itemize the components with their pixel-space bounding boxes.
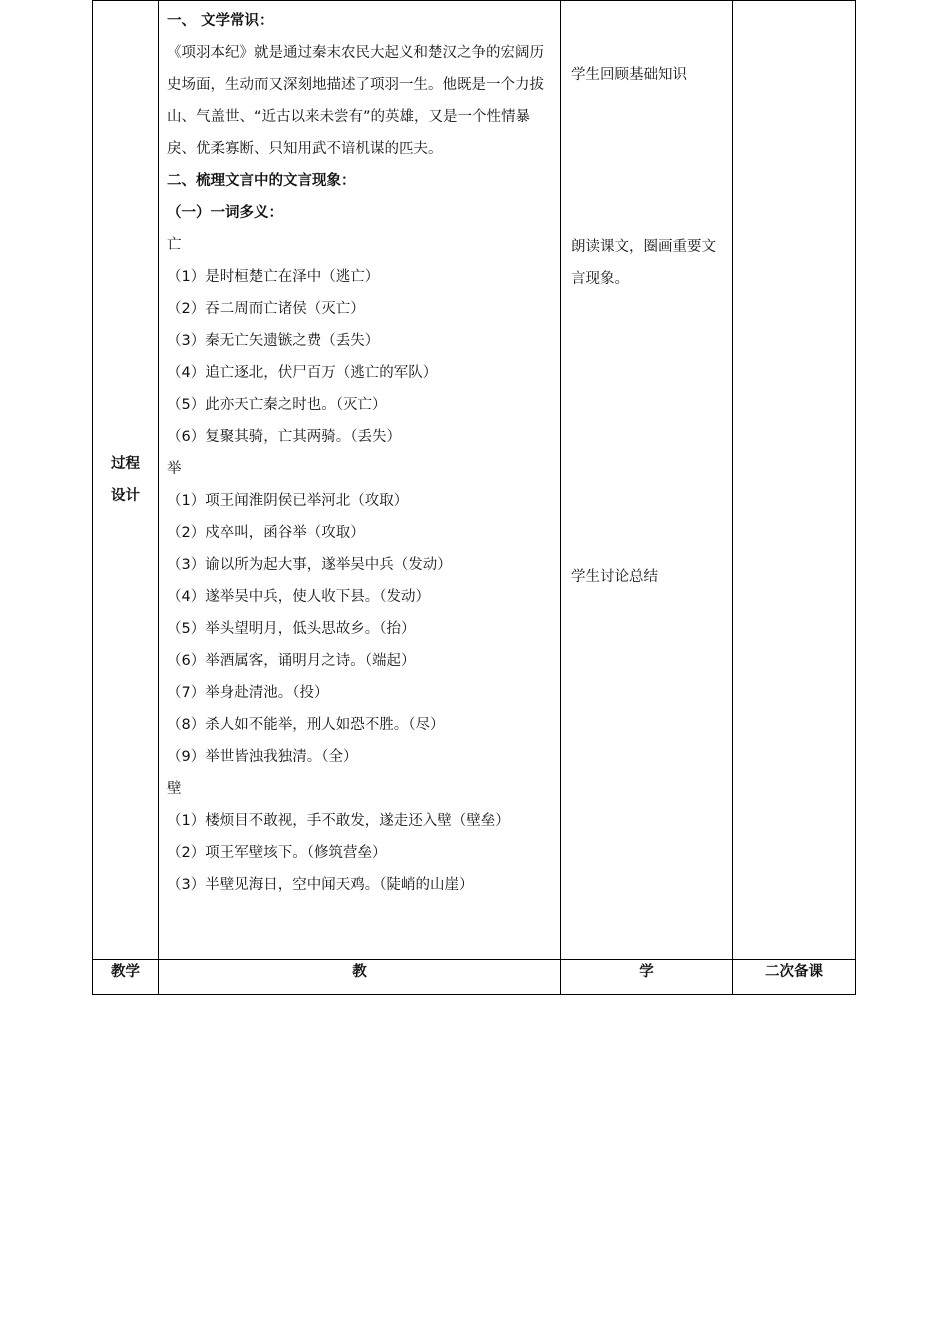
student-note-review: 学生回顾基础知识 <box>571 67 687 83</box>
header-teach: 教 <box>159 960 561 995</box>
example-item: （5）此亦天亡秦之时也。（灭亡） <box>167 397 387 413</box>
example-item: （5）举头望明月，低头思故乡。（抬） <box>167 621 416 637</box>
table-header-row <box>93 960 856 995</box>
example-item: （1）项王闻淮阴侯已举河北（攻取） <box>167 493 409 509</box>
stage-label-line2: 设计 <box>111 488 140 504</box>
example-item: （8）杀人如不能举，刑人如恐不胜。（尽） <box>167 717 445 733</box>
teaching-content-cell <box>159 1 561 960</box>
stage-cell <box>93 1 159 960</box>
word-heading-wang: 亡 <box>167 237 182 253</box>
example-item: （3）秦无亡矢遗镞之费（丢失） <box>167 333 380 349</box>
section1-heading: 一、 文学常识： <box>167 13 274 29</box>
example-item: （4）遂举吴中兵，使人收下县。（发动） <box>167 589 430 605</box>
example-item: （4）追亡逐北，伏尸百万（逃亡的军队） <box>167 365 438 381</box>
header-learn: 学 <box>561 960 733 995</box>
lesson-plan-table <box>92 0 856 995</box>
subsection1-heading: （一）一词多义： <box>167 205 283 221</box>
example-item: （3）谕以所为起大事，遂举吴中兵（发动） <box>167 557 452 573</box>
section2-heading: 二、梳理文言中的文言现象： <box>167 173 356 189</box>
example-item: （6）复聚其骑，亡其两骑。（丢失） <box>167 429 401 445</box>
example-item: （1）楼烦目不敢视，手不敢发，遂走还入壁（壁垒） <box>167 813 510 829</box>
example-item: （3）半壁见海日，空中闻天鸡。（陡峭的山崖） <box>167 877 474 893</box>
example-item: （2）戍卒叫，函谷举（攻取） <box>167 525 365 541</box>
stage-label-line1: 过程 <box>111 456 140 472</box>
example-item: （6）举酒属客，诵明月之诗。（端起） <box>167 653 416 669</box>
word-heading-ju: 举 <box>167 461 182 477</box>
example-item: （9）举世皆浊我独清。（全） <box>167 749 358 765</box>
section1-paragraph: 《项羽本纪》就是通过秦末农民大起义和楚汉之争的宏阔历史场面，生动而又深刻地描述了项羽一生。他既是一个力拔山、气盖世、“近古以来未尝有”的英雄，又是一个性情暴戾、优柔寡断、只知用武不谙机谋的匹夫。 <box>167 45 544 157</box>
example-item: （2）项王军壁垓下。（修筑营垒） <box>167 845 387 861</box>
example-item: （2）吞二周而亡诸侯（灭亡） <box>167 301 365 317</box>
student-note-reading: 朗读课文，圈画重要文言现象。 <box>571 239 716 287</box>
example-item: （1）是时桓楚亡在泽中（逃亡） <box>167 269 380 285</box>
student-activity-cell <box>561 1 733 960</box>
process-design-row <box>93 1 856 960</box>
header-teaching: 教学 <box>93 960 159 995</box>
revision-notes-cell <box>733 1 856 960</box>
header-revision: 二次备课 <box>733 960 856 995</box>
example-item: （7）举身赴清池。（投） <box>167 685 329 701</box>
word-heading-bi: 壁 <box>167 781 182 797</box>
student-note-discussion: 学生讨论总结 <box>571 569 658 585</box>
